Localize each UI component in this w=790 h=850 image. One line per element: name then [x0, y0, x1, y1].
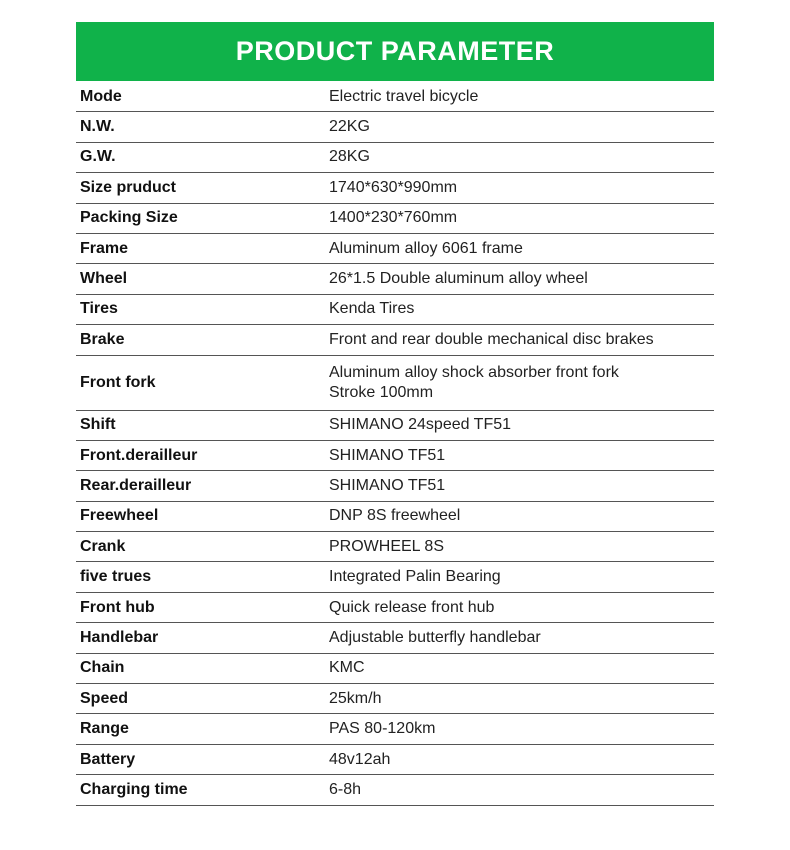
row-label: Packing Size — [80, 209, 178, 227]
spec-table — [76, 82, 714, 806]
row-label: G.W. — [80, 148, 116, 166]
table-row — [76, 684, 714, 714]
table-row — [76, 112, 714, 142]
table-row — [76, 623, 714, 653]
row-value-line: Aluminum alloy shock absorber front fork — [329, 363, 619, 381]
row-value-line: Adjustable butterfly handlebar — [329, 628, 541, 646]
table-row — [76, 654, 714, 684]
row-label: Front fork — [80, 373, 156, 391]
row-value — [329, 415, 714, 435]
table-row — [76, 234, 714, 264]
row-value — [329, 476, 714, 496]
row-label: Handlebar — [80, 628, 159, 646]
row-value-line: DNP 8S freewheel — [329, 507, 461, 525]
row-value — [329, 178, 714, 198]
row-value — [329, 117, 714, 137]
table-row — [76, 562, 714, 592]
banner-title: PRODUCT PARAMETER — [235, 36, 555, 66]
row-value-line: PROWHEEL 8S — [329, 537, 444, 555]
row-value-line: KMC — [329, 659, 365, 677]
table-row — [76, 173, 714, 203]
row-value-line: SHIMANO TF51 — [329, 446, 446, 464]
row-value-line: 26*1.5 Double aluminum alloy wheel — [329, 270, 588, 288]
row-value-line: Quick release front hub — [329, 598, 495, 616]
table-row — [76, 325, 714, 355]
table-row — [76, 411, 714, 441]
row-value — [329, 506, 714, 526]
row-label: Charging time — [80, 780, 188, 798]
row-value-line: Integrated Palin Bearing — [329, 568, 501, 586]
row-value — [329, 567, 714, 587]
row-value-line: Front and rear double mechanical disc brakes — [329, 330, 654, 348]
product-parameter-banner — [76, 22, 714, 81]
row-label: five trues — [80, 568, 152, 586]
row-value — [329, 239, 714, 259]
table-row — [76, 295, 714, 325]
row-label: Rear.derailleur — [80, 476, 192, 494]
row-label: Size pruduct — [80, 178, 177, 196]
row-label: Freewheel — [80, 507, 159, 525]
row-label: Range — [80, 720, 129, 738]
table-row — [76, 356, 714, 411]
row-label: Tires — [80, 300, 118, 318]
row-value — [329, 330, 714, 350]
row-value — [329, 269, 714, 289]
row-value — [329, 208, 714, 228]
row-label: Wheel — [80, 270, 128, 288]
row-label: Crank — [80, 537, 126, 555]
row-label: Frame — [80, 239, 129, 257]
row-label: Front.derailleur — [80, 446, 198, 464]
table-row — [76, 714, 714, 744]
row-value-line: 1400*230*760mm — [329, 209, 458, 227]
table-row — [76, 775, 714, 805]
row-value — [329, 299, 714, 319]
table-row — [76, 441, 714, 471]
row-value-line: 48v12ah — [329, 750, 391, 768]
row-value — [329, 147, 714, 167]
table-row — [76, 532, 714, 562]
table-row — [76, 204, 714, 234]
table-row — [76, 745, 714, 775]
table-row — [76, 143, 714, 173]
table-row — [76, 264, 714, 294]
row-label: Mode — [80, 87, 122, 105]
row-value-line: 6-8h — [329, 780, 362, 798]
row-value — [329, 628, 714, 648]
row-value — [329, 780, 714, 800]
row-label: Shift — [80, 416, 116, 434]
row-value-line: Electric travel bicycle — [329, 87, 479, 105]
row-value-line: Kenda Tires — [329, 300, 415, 318]
row-value — [329, 537, 714, 557]
row-value-line: SHIMANO 24speed TF51 — [329, 416, 512, 434]
row-value-line: Stroke 100mm — [329, 383, 434, 401]
row-value-line: PAS 80-120km — [329, 720, 436, 738]
row-value — [329, 446, 714, 466]
row-value — [329, 598, 714, 618]
row-label: Speed — [80, 689, 129, 707]
row-value-line: 22KG — [329, 118, 370, 136]
row-value — [329, 87, 714, 107]
row-value-line: 28KG — [329, 148, 370, 166]
row-value-line: 1740*630*990mm — [329, 178, 458, 196]
row-label: Brake — [80, 330, 125, 348]
row-label: Chain — [80, 659, 125, 677]
row-value-line: Aluminum alloy 6061 frame — [329, 239, 523, 257]
row-value — [329, 719, 714, 739]
row-value-line: 25km/h — [329, 689, 382, 707]
table-row — [76, 471, 714, 501]
row-value — [329, 750, 714, 770]
row-label: N.W. — [80, 118, 115, 136]
row-value — [329, 689, 714, 709]
row-value-line: SHIMANO TF51 — [329, 476, 446, 494]
row-value — [329, 363, 714, 403]
row-value — [329, 658, 714, 678]
table-row — [76, 82, 714, 112]
table-row — [76, 502, 714, 532]
row-label: Front hub — [80, 598, 155, 616]
table-row — [76, 593, 714, 623]
row-label: Battery — [80, 750, 136, 768]
